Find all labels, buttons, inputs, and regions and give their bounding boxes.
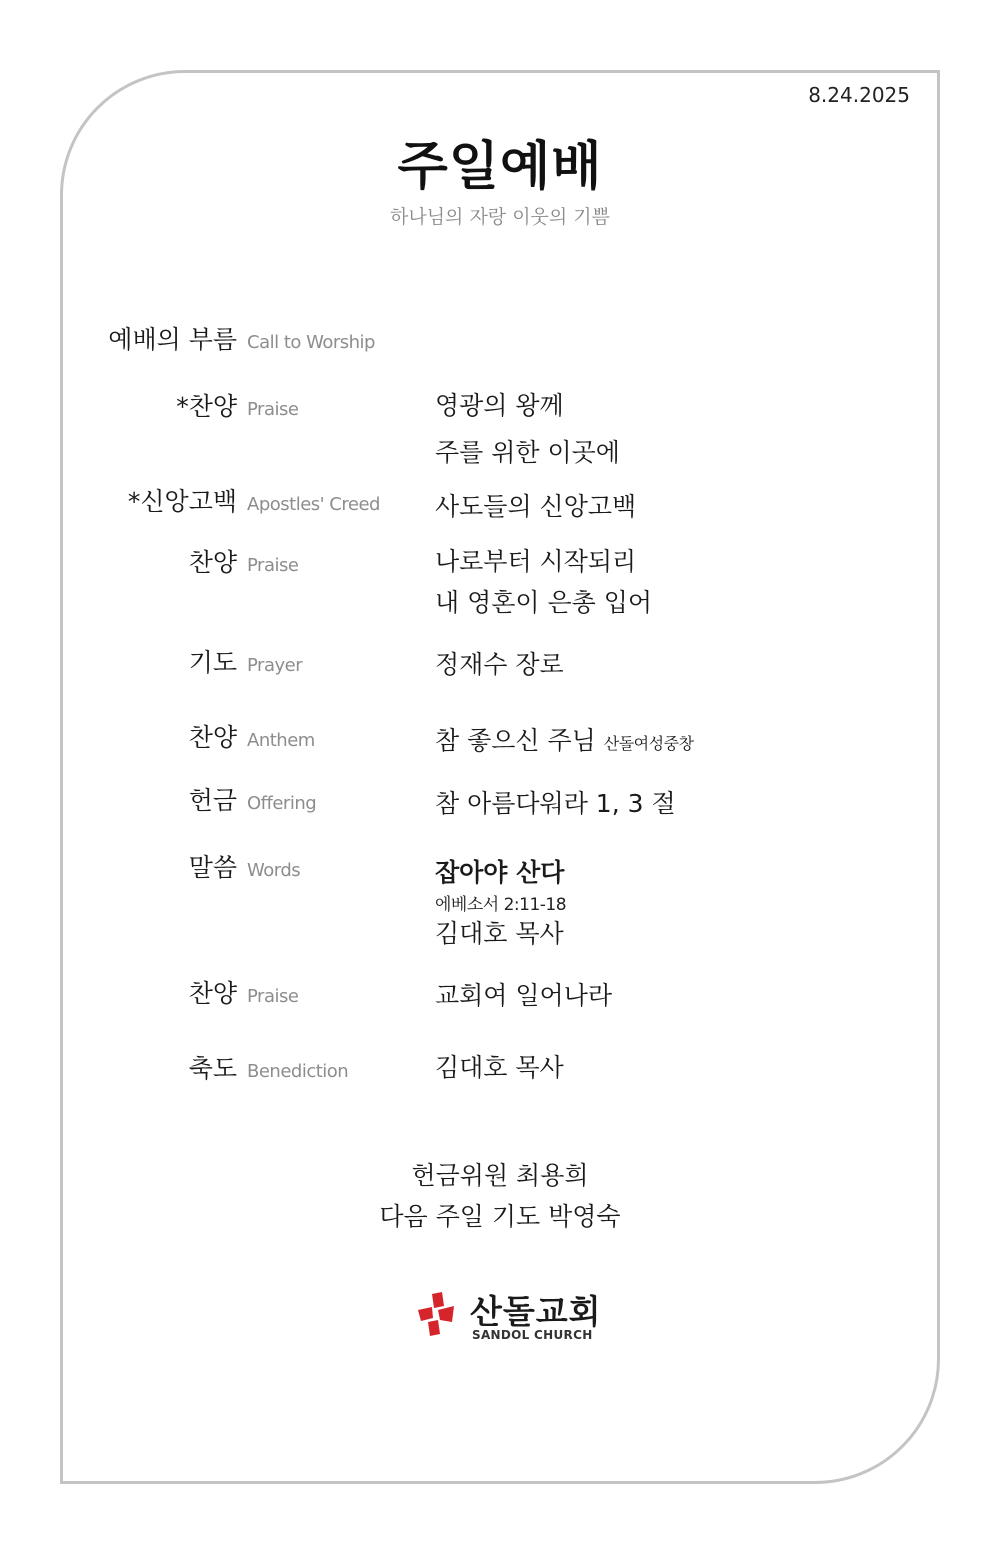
order-label-en: Praise [247, 555, 299, 576]
anthem-song: 참 좋으신 주님 [435, 726, 596, 755]
order-label-ko: 말씀 [188, 853, 237, 882]
praise-1-song-2: 주를 위한 이곳에 [435, 438, 620, 467]
order-prayer [0, 643, 302, 679]
praise-2-song-1: 나로부터 시작되리 [435, 547, 637, 576]
order-anthem [0, 718, 315, 754]
order-label-ko: 찬양 [188, 548, 237, 577]
praise-1-song-1: 영광의 왕께 [435, 391, 564, 420]
church-name: 산돌교회 [470, 1292, 602, 1331]
praise-2-song-2: 내 영혼이 은총 입어 [435, 588, 653, 617]
order-praise-3 [0, 974, 298, 1010]
church-name-en: SANDOL CHURCH [472, 1328, 593, 1342]
order-label-en: Offering [247, 793, 317, 814]
order-label-ko: 축도 [188, 1054, 237, 1083]
order-label-en: Benediction [247, 1061, 349, 1082]
praise-3-song: 교회여 일어나라 [435, 981, 612, 1010]
creed-item: 사도들의 신앙고백 [435, 492, 637, 521]
order-label-en: Anthem [247, 730, 315, 751]
order-offering [0, 781, 316, 817]
prayer-leader: 정재수 장로 [435, 650, 564, 679]
page-subtitle: 하나님의 자랑 이웃의 기쁨 [389, 206, 610, 228]
order-label-ko: 기도 [188, 648, 237, 677]
order-label-ko: *찬양 [176, 392, 237, 421]
order-words [0, 848, 300, 884]
order-praise-1 [0, 387, 298, 423]
page-title: 주일예배 [397, 137, 603, 197]
order-label-en: Words [247, 860, 301, 881]
order-label-en: Praise [247, 399, 299, 420]
order-creed [0, 482, 380, 518]
order-label-en: Praise [247, 986, 299, 1007]
order-label-en: Prayer [247, 655, 303, 676]
next-week-prayer: 다음 주일 기도 박영숙 [379, 1202, 621, 1231]
church-logo-mark-icon [418, 1292, 460, 1336]
offering-item: 참 아름다워라 1, 3 절 [435, 789, 676, 818]
anthem-item [435, 721, 694, 757]
order-call-to-worship [0, 320, 375, 356]
scripture-reference: 에베소서 2:11-18 [435, 895, 567, 915]
order-label-ko: 찬양 [188, 979, 237, 1008]
sermon-title: 잡아야 산다 [435, 858, 565, 887]
order-label-ko: 찬양 [188, 723, 237, 752]
order-label-en: Call to Worship [247, 332, 375, 353]
offering-committee: 헌금위원 최용희 [411, 1161, 589, 1190]
order-label-ko: 예배의 부름 [108, 325, 237, 354]
church-logo [418, 1290, 602, 1345]
service-date: 8.24.2025 [808, 83, 910, 107]
order-label-ko: 헌금 [188, 786, 237, 815]
bulletin-frame [60, 70, 940, 1484]
benediction-pastor: 김대호 목사 [435, 1053, 564, 1082]
order-praise-2 [0, 543, 298, 579]
preacher: 김대호 목사 [435, 919, 564, 948]
order-label-en: Apostles' Creed [247, 494, 380, 515]
order-label-ko: *신앙고백 [127, 487, 237, 516]
order-benediction [0, 1049, 348, 1085]
anthem-choir: 산돌여성중창 [603, 734, 694, 753]
